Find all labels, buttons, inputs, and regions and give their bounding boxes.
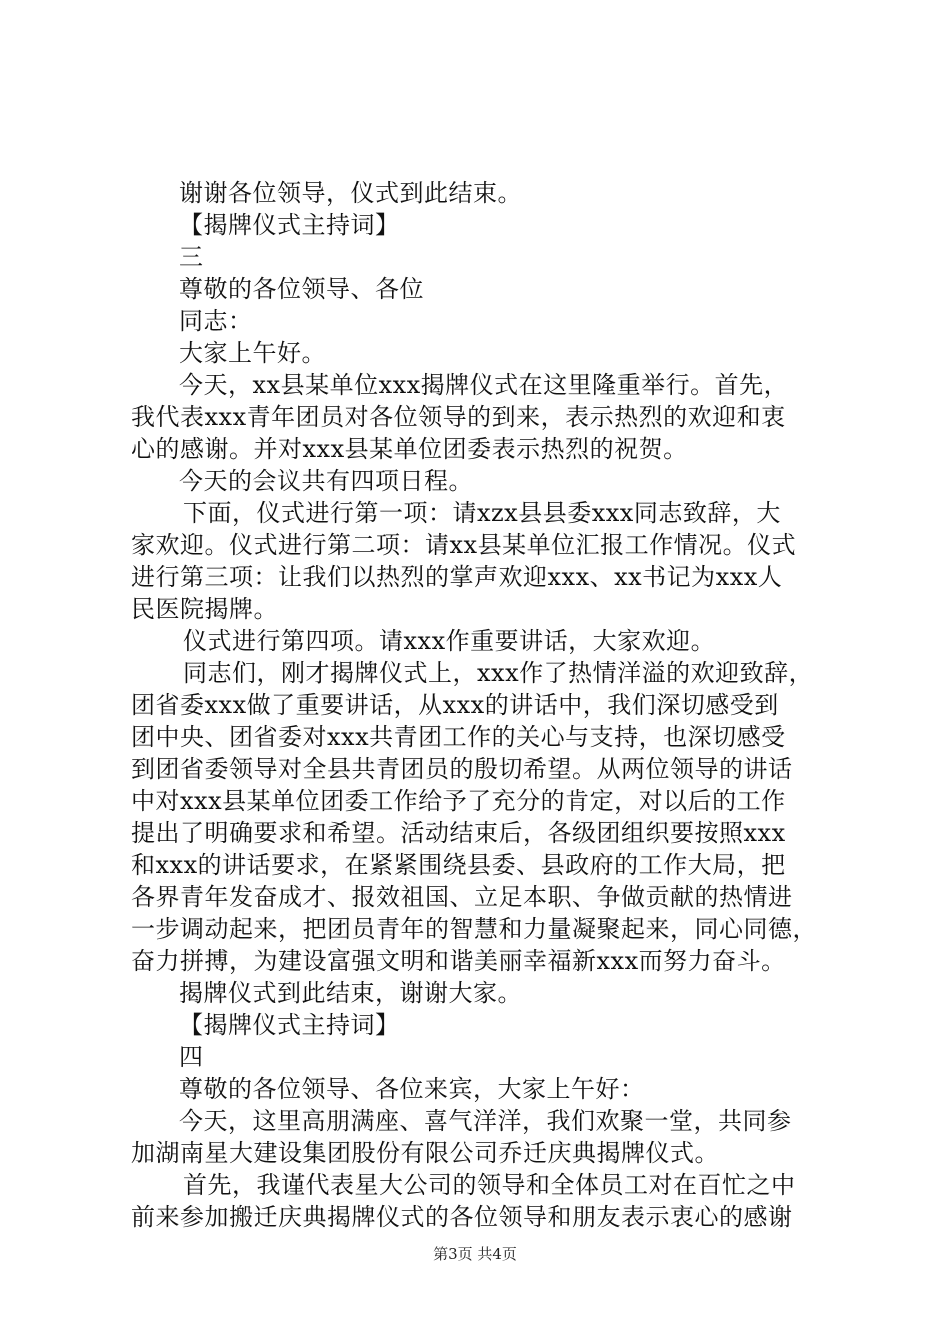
text-line: 同志们，刚才揭牌仪式上，xxx作了热情洋溢的欢迎致辞， <box>183 659 814 687</box>
text-line: 下面，仪式进行第一项：请xzx县县委xxx同志致辞，大 <box>183 499 781 527</box>
page-footer <box>0 1244 950 1264</box>
section-number: 三 <box>179 243 204 271</box>
text-line: 中对xxx县某单位团委工作给予了充分的肯定，对以后的工作 <box>131 787 786 815</box>
text-line: 加湖南星大建设集团股份有限公司乔迁庆典揭牌仪式。 <box>131 1139 719 1167</box>
text-line: 提出了明确要求和希望。活动结束后，各级团组织要按照xxx <box>131 819 786 847</box>
text-line: 今天，这里高朋满座、喜气洋洋，我们欢聚一堂，共同参 <box>179 1107 792 1135</box>
text-line: 家欢迎。仪式进行第二项：请xx县某单位汇报工作情况。仪式 <box>131 531 797 559</box>
text-line: 民医院揭牌。 <box>131 595 278 623</box>
text-line: 进行第三项：让我们以热烈的掌声欢迎xxx、xx书记为xxx人 <box>131 563 783 591</box>
text-line: 团省委xxx做了重要讲话，从xxx的讲话中，我们深切感受到 <box>131 691 779 719</box>
page-number: 第3页 共4页 <box>433 1245 517 1263</box>
text-line: 尊敬的各位领导、各位来宾，大家上午好： <box>179 1075 645 1103</box>
text-line: 前来参加搬迁庆典揭牌仪式的各位领导和朋友表示衷心的感谢 <box>131 1203 793 1231</box>
text-line: 一步调动起来，把团员青年的智慧和力量凝聚起来，同心同德， <box>131 915 817 943</box>
text-line: 到团省委领导对全县共青团员的殷切希望。从两位领导的讲话 <box>131 755 793 783</box>
text-line: 大家上午好。 <box>179 339 326 367</box>
text-line: 心的感谢。并对xxx县某单位团委表示热烈的祝贺。 <box>131 435 688 463</box>
text-line: 揭牌仪式到此结束，谢谢大家。 <box>179 979 522 1007</box>
text-line: 首先，我谨代表星大公司的领导和全体员工对在百忙之中 <box>183 1171 796 1199</box>
text-line: 今天的会议共有四项日程。 <box>179 467 473 495</box>
text-line: 我代表xxx青年团员对各位领导的到来，表示热烈的欢迎和衷 <box>131 403 786 431</box>
text-line: 各界青年发奋成才、报效祖国、立足本职、争做贡献的热情进 <box>131 883 793 911</box>
document-body <box>131 177 831 1233</box>
section-heading: 【揭牌仪式主持词】 <box>179 211 400 239</box>
text-line: 谢谢各位领导，仪式到此结束。 <box>179 179 522 207</box>
text-line: 同志： <box>179 307 253 335</box>
text-line: 仪式进行第四项。请xxx作重要讲话，大家欢迎。 <box>183 627 716 655</box>
section-number: 四 <box>179 1043 204 1071</box>
text-line: 今天，xx县某单位xxx揭牌仪式在这里隆重举行。首先， <box>179 371 789 399</box>
section-heading: 【揭牌仪式主持词】 <box>179 1011 400 1039</box>
text-line: 尊敬的各位领导、各位 <box>179 275 424 303</box>
text-line: 奋力拼搏，为建设富强文明和谐美丽幸福新xxx而努力奋斗。 <box>131 947 786 975</box>
text-line: 和xxx的讲话要求，在紧紧围绕县委、县政府的工作大局，把 <box>131 851 786 879</box>
text-line: 团中央、团省委对xxx共青团工作的关心与支持，也深切感受 <box>131 723 786 751</box>
